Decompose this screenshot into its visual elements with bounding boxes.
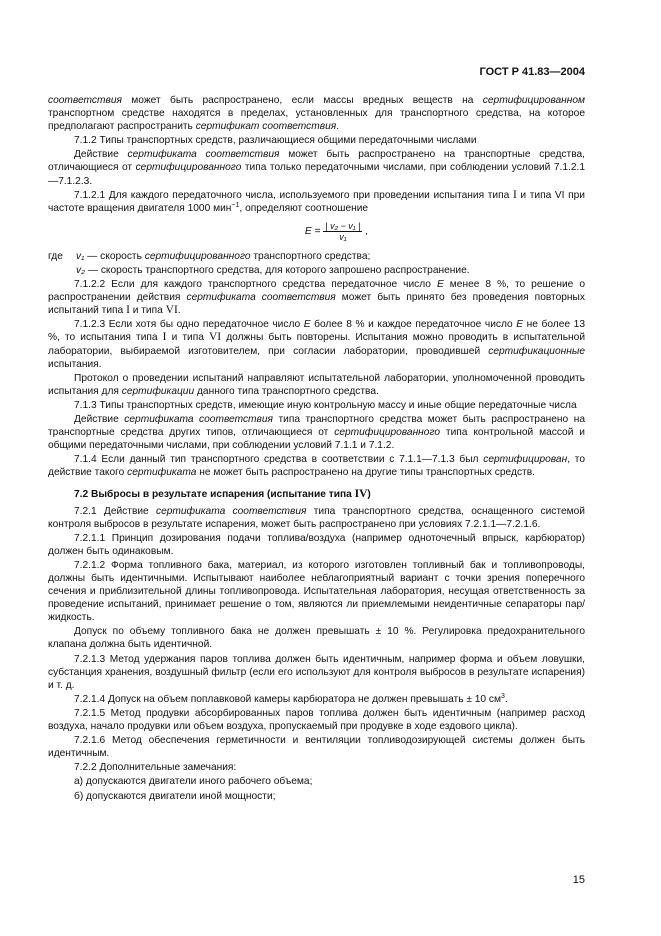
formula-fraction [323,221,362,242]
clause-7-2-1-6: 7.2.1.6 Метод обеспечения герметичности и вентиляции топливодозирующей системы должен быть идентичным. [48,735,585,760]
clause-7-2-1-2: 7.2.1.2 Форма топливного бака, материал, из которого изготовлен топливный бак и топливопроводы, должны быть идентичными. Испытывают наиболее неблагоприятный вариант с точки зрения поперечного сечения и приблизительной длины топливопровода. Испытательная лаборатория, несущая ответственность за проведение испытаний, принимает решение о том, являются ли приемлемыми неидентичные сепараторы пар/ жидкость. [48,559,585,624]
clause-7-1-4: 7.1.4 Если данный тип транспортного средства в соответствии с 7.1.1—7.1.3 был сертифицирован, то действие такого сертификата не может быть распространено на другие типы транспортных средств. [48,454,585,479]
clause-7-2-1-1: 7.2.1.1 Принцип дозирования подачи топлива/воздуха (например одноточечный впрыск, карбюратор) должен быть одинаковым. [48,532,585,557]
formula-tail: , [365,226,369,238]
formula-lhs: E = [304,226,321,238]
clause-7-1-2: 7.1.2 Типы транспортных средств, различающиеся общими передаточными числами [74,135,477,147]
clause-7-1-2-2: 7.1.2.2 Если для каждого транспортного средства передаточное число E менее 8 %, то решение о распространении действия сертификата соответствия может быть принято без проведения повторных испытаний типа I и типа VI. [48,279,585,317]
formula-numerator: | v₂ − v₁ | [325,220,361,231]
clause-7-1-3: 7.1.3 Типы транспортных средств, имеющие иную контрольную массу и иные общие передаточные числа [74,399,577,411]
clause-7-2-1: 7.2.1 Действие сертификата соответствия типа транспортного средства, оснащенного системой контроля выбросов в результате испарения, может быть распространено при условиях 7.2.1.1—7.2.1.6. [48,505,585,530]
list-item: б) допускаются двигатели иной мощности; [74,790,276,802]
clause-7-1-2-3: 7.1.2.3 Если хотя бы одно передаточное число E более 8 % и каждое передаточное число E не более 13 %, то испытания типа I и типа VI должны быть повторены. Испытания можно проводить в испытательной лаборатории, выбираемой изготовителем, при согласии лаборатории, проводившей сертификационные испытания. [48,319,586,370]
formula-denominator: v₁ [339,231,347,242]
definition-v1: где v₁ — скорость сертифицированного транспортного средства; [48,250,371,262]
definition-v2: v₂ — скорость транспортного средства, для которого запрошено распространение. [76,264,470,276]
paragraph: Действие сертификата соответствия типа транспортного средства может быть распространено на транспортные средства других типов, отличающиеся от сертифицированного типа контрольной массой и общими передаточными числами, при соблюдении условий 7.1.1 и 7.1.2. [48,413,585,452]
paragraph: Действие сертификата соответствия может быть распространено на транспортные средства, отличающиеся от сертифицированного типа только передаточными числами, при соблюдении условий 7.1.2.1—7.1.2.3. [48,149,586,187]
clause-7-2-1-3: 7.2.1.3 Метод удержания паров топлива должен быть идентичным, например форма и объем ловушки, субстанция хранения, воздушный фильтр (если его используют для контроля выбросов в результате испарения) и т. д. [48,653,585,691]
page-number: 15 [572,874,585,886]
section-heading-7-2: 7.2 Выбросы в результате испарения (испытание типа IV) [74,488,371,501]
clause-7-1-2-1: 7.1.2.1 Для каждого передаточного числа, используемого при проведении испытания типа I и типа VI при частоте вращения двигателя 1000 мин$^{-1}$, определяют соотношение [48,188,585,214]
paragraph: Допуск по объему топливного бака не должен превышать ± 10 %. Регулировка предохранительного клапана должна быть идентичной. [48,626,585,651]
paragraph: соответствия может быть распространено, если массы вредных веществ на сертифицированном транспортном средстве находятся в пределах, установленных для транспортного средства, на которое предполагают распространить сертификат соответствия. [48,95,585,133]
page-body [48,94,585,804]
paragraph: Протокол о проведении испытаний направляют испытательной лаборатории, уполномоченной проводить испытания для сертификации данного типа транспортного средства. [48,372,585,397]
clause-7-2-1-4: 7.2.1.4 Допуск на объем поплавковой камеры карбюратора не должен превышать ± 10 $см^3$. [74,692,508,705]
clause-7-2-1-5: 7.2.1.5 Метод продувки абсорбированных паров топлива должен быть идентичным (например расход воздуха, начало продувки или объем воздуха, пропускаемый при продувке в ходе ездового цикла). [48,707,585,733]
clause-7-2-2: 7.2.2 Дополнительные замечания: [74,762,237,774]
formula-e [88,221,585,242]
document-header: ГОСТ Р 41.83—2004 [479,66,585,78]
list-item: а) допускаются двигатели иного рабочего объема; [74,776,313,788]
